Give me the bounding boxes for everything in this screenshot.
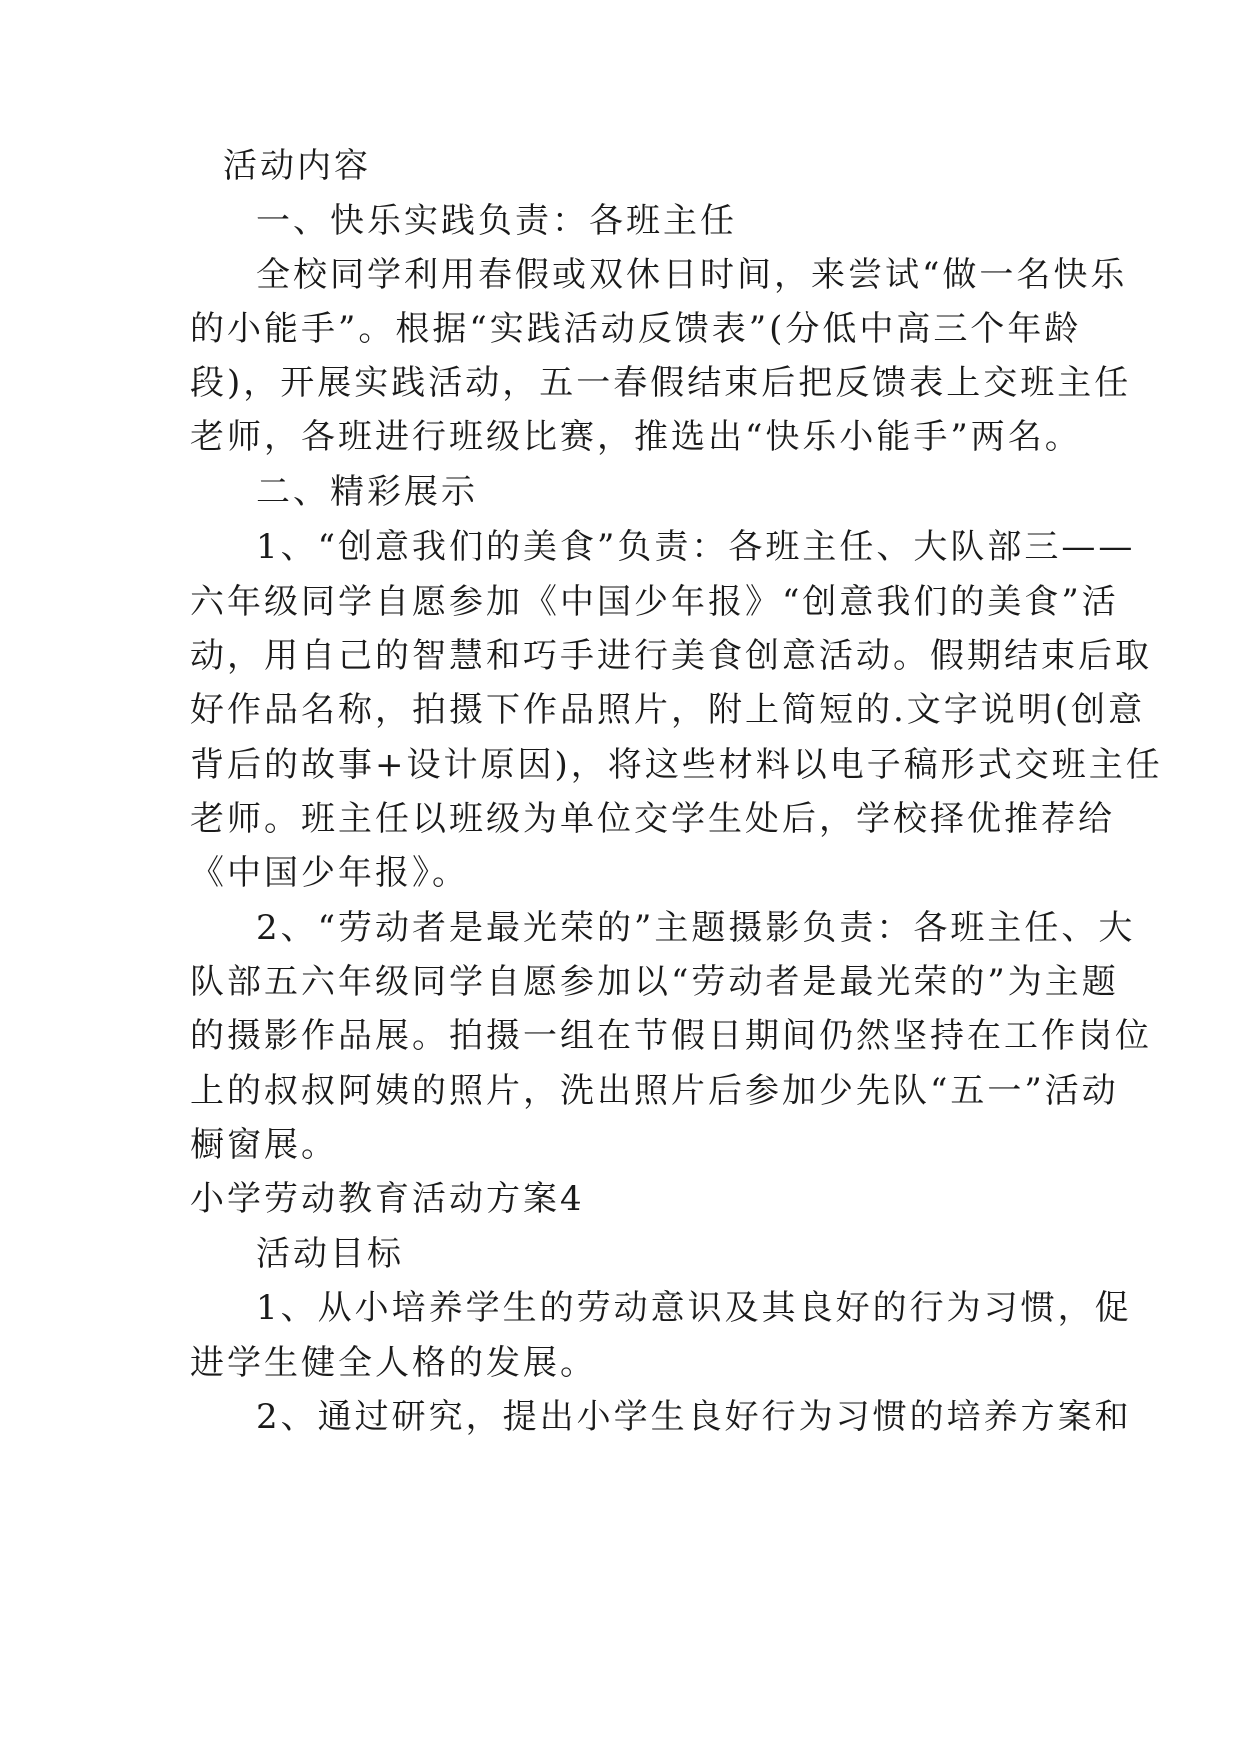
subheading-happy-practice: 一、快乐实践负责：各班主任 xyxy=(256,201,737,241)
section-heading-activity-content: 活动内容 xyxy=(223,146,371,186)
paragraph-line: 橱窗展。 xyxy=(190,1125,338,1165)
paragraph-line: 动，用自己的智慧和巧手进行美食创意活动。假期结束后取 xyxy=(190,636,1152,676)
paragraph-line: 进学生健全人格的发展。 xyxy=(190,1343,597,1383)
subheading-activity-goals: 活动目标 xyxy=(256,1234,404,1274)
paragraph-line: 段)，开展实践活动，五一春假结束后把反馈表上交班主任 xyxy=(190,363,1132,403)
paragraph-line: 六年级同学自愿参加《中国少年报》“创意我们的美食”活 xyxy=(190,582,1119,622)
paragraph-line: 队部五六年级同学自愿参加以“劳动者是最光荣的”为主题 xyxy=(190,962,1119,1002)
paragraph-line: 上的叔叔阿姨的照片，洗出照片后参加少先队“五一”活动 xyxy=(190,1071,1119,1111)
paragraph-line: 全校同学利用春假或双休日时间，来尝试“做一名快乐 xyxy=(256,255,1128,295)
subheading-showcase: 二、精彩展示 xyxy=(256,472,478,512)
paragraph-line: 《中国少年报》。 xyxy=(190,853,469,893)
paragraph-line: 1、从小培养学生的劳动意识及其良好的行为习惯，促 xyxy=(256,1288,1132,1328)
paragraph-line: 的摄影作品展。拍摄一组在节假日期间仍然坚持在工作岗位 xyxy=(190,1016,1152,1056)
paragraph-line: 1、“创意我们的美食”负责：各班主任、大队部三—— xyxy=(256,527,1136,567)
paragraph-line: 老师，各班进行班级比赛，推选出“快乐小能手”两名。 xyxy=(190,417,1082,457)
paragraph-line: 背后的故事+设计原因)，将这些材料以电子稿形式交班主任 xyxy=(190,745,1163,785)
plan-title: 小学劳动教育活动方案4 xyxy=(190,1179,585,1219)
paragraph-line: 的小能手”。根据“实践活动反馈表”(分低中高三个年龄 xyxy=(190,309,1082,349)
paragraph-line: 老师。班主任以班级为单位交学生处后，学校择优推荐给 xyxy=(190,799,1115,839)
paragraph-line: 2、通过研究，提出小学生良好行为习惯的培养方案和 xyxy=(256,1397,1132,1437)
paragraph-line: 好作品名称，拍摄下作品照片，附上简短的.文字说明(创意 xyxy=(190,690,1146,730)
paragraph-line: 2、“劳动者是最光荣的”主题摄影负责：各班主任、大 xyxy=(256,908,1136,948)
